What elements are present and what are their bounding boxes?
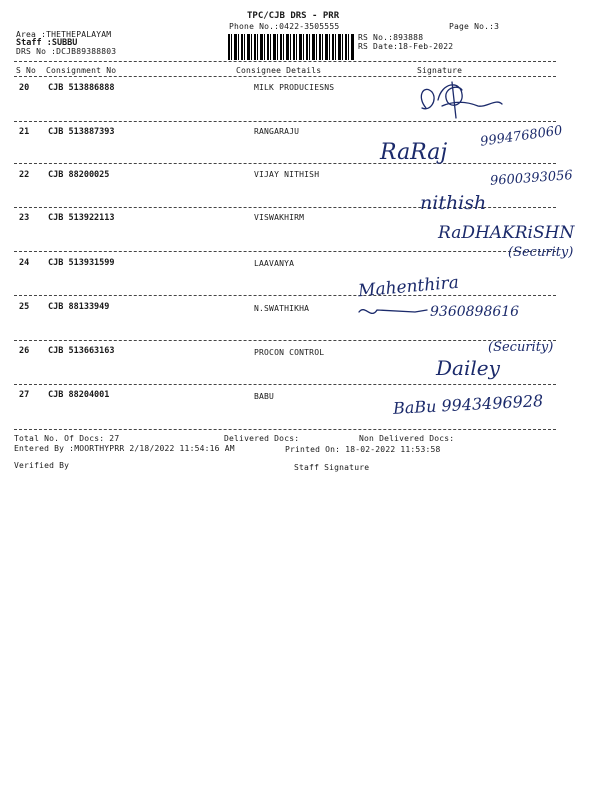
rs-date: RS Date:18-Feb-2022 [358,42,454,51]
staff-signature: Staff Signature [294,463,370,472]
handwritten-name: RaDHAKRiSHN [438,223,575,243]
divider [14,76,556,77]
row-consignment: CJB 513922113 [48,213,115,223]
row-consignee: LAAVANYA [254,259,295,268]
row-consignee: N.SWATHIKHA [254,304,310,313]
row-consignee: PROCON CONTROL [254,348,325,357]
row-sno: 24 [19,258,30,268]
barcode-image [228,34,354,60]
row-divider [14,340,556,341]
row-divider [14,163,556,164]
page-number: Page No.:3 [449,22,500,31]
row-consignment: CJB 513886888 [48,83,115,93]
row-sno: 26 [19,346,30,356]
total-docs: Total No. Of Docs: 27 [14,434,120,443]
delivered-docs: Delivered Docs: [224,434,300,443]
row-divider [14,384,556,385]
col-header-sno: S No [16,66,37,75]
phone-number: Phone No.:0422-3505555 [229,22,340,31]
col-header-consignment: Consignment No [46,66,117,75]
row-divider [14,429,556,430]
signature-scribble [412,78,522,128]
row-consignee: VIJAY NITHISH [254,170,320,179]
row-consignment: CJB 88204001 [48,390,110,400]
row-consignee: BABU [254,392,275,401]
row-divider [14,295,556,296]
divider [14,61,556,62]
printed-on: Printed On: 18-02-2022 11:53:58 [285,445,441,454]
row-consignee: VISWAKHIRM [254,213,305,222]
handwritten-note: (Security) [488,340,554,355]
handwritten-name: Dailey [436,356,500,380]
row-sno: 22 [19,170,30,180]
row-sno: 20 [19,83,30,93]
row-sno: 25 [19,302,30,312]
entered-by: Entered By :MOORTHYPRR 2/18/2022 11:54:16 AM [14,444,235,453]
col-header-signature: Signature [417,66,463,75]
rs-number: RS No.:893888 [358,33,424,42]
handwritten-name: nithish [420,192,487,214]
handwritten-phone: 9994768060 [479,123,564,150]
staff-label: Staff :SUBBU [16,38,78,48]
row-sno: 23 [19,213,30,223]
row-consignee: MILK PRODUCIESNS [254,83,335,92]
area-label: Area :THETHEPALAYAM [16,30,112,39]
row-consignment: CJB 513887393 [48,127,115,137]
row-consignment: CJB 513663163 [48,346,115,356]
document-title: TPC/CJB DRS - PRR [247,11,340,21]
handwritten-phone: 9600393056 [489,168,574,189]
row-consignment: CJB 513931599 [48,258,115,268]
col-header-consignee: Consignee Details [236,66,322,75]
signature-scribble [355,302,435,322]
handwritten-name: RaRaj [380,140,448,165]
handwritten-name: Mahenthira [357,272,460,302]
verified-by: Verified By [14,461,70,470]
row-divider [14,251,556,252]
row-sno: 27 [19,390,30,400]
row-sno: 21 [19,127,30,137]
row-consignee: RANGARAJU [254,127,300,136]
row-consignment: CJB 88200025 [48,170,110,180]
row-consignment: CJB 88133949 [48,302,110,312]
handwritten-note: (Security) [508,245,574,260]
handwritten-name: BaBu 9943496928 [392,391,544,418]
non-delivered-docs: Non Delivered Docs: [359,434,455,443]
drs-number: DRS No :DCJB89388803 [16,47,117,56]
handwritten-phone: 9360898616 [430,304,520,320]
